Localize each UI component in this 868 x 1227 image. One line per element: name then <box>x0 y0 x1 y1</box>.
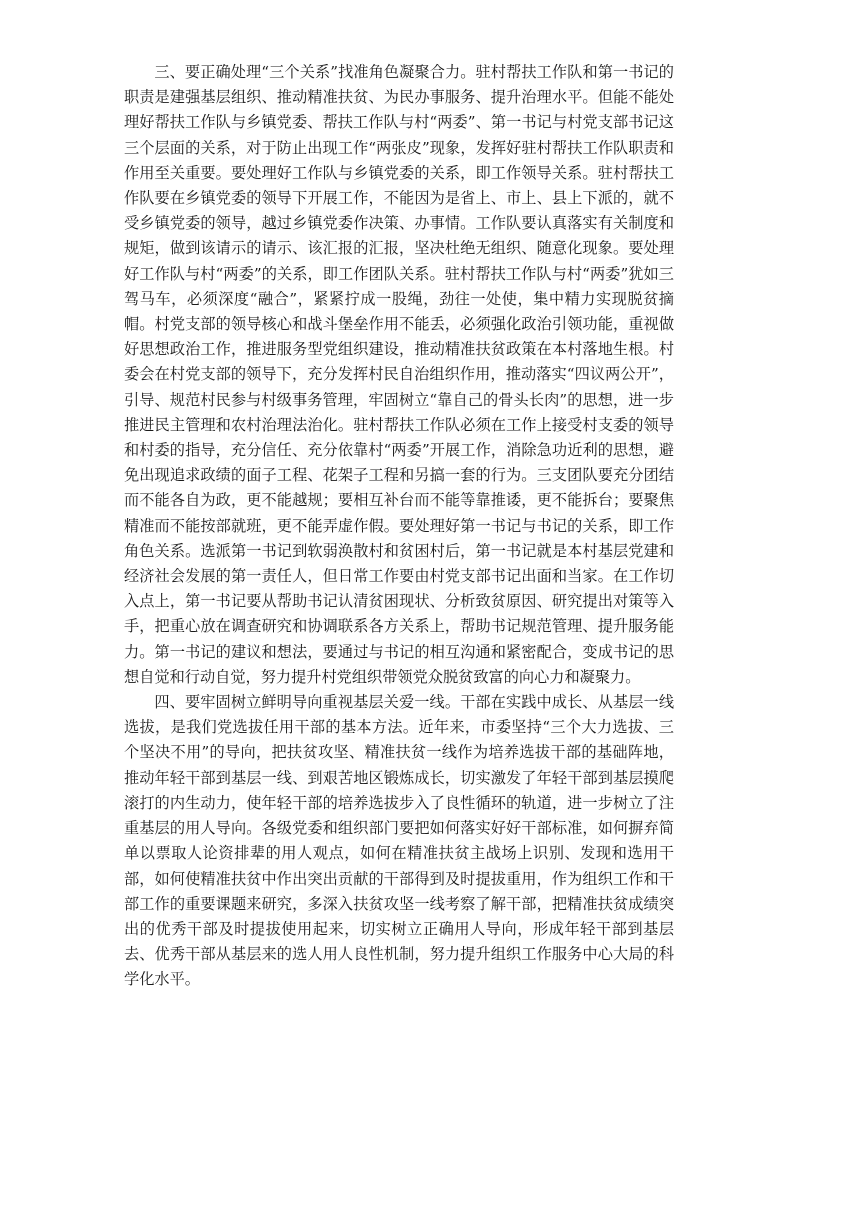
document-body <box>124 60 674 993</box>
paragraph-three-relationships: 三、要正确处理“三个关系”找准角色凝聚合力。驻村帮扶工作队和第一书记的职责是建强基层组织、推动精准扶贫、为民办事服务、提升治理水平。但能不能处理好帮扶工作队与乡镇党委、帮扶工作队与村“两委”、第一书记与村党支部书记这三个层面的关系，对于防止出现工作“两张皮”现象，发挥好驻村帮扶工作队职责和作用至关重要。要处理好工作队与乡镇党委的关系，即工作领导关系。驻村帮扶工作队要在乡镇党委的领导下开展工作，不能因为是省上、市上、县上下派的，就不受乡镇党委的领导，越过乡镇党委作决策、办事情。工作队要认真落实有关制度和规矩，做到该请示的请示、该汇报的汇报，坚决杜绝无组织、随意化现象。要处理好工作队与村“两委”的关系，即工作团队关系。驻村帮扶工作队与村“两委”犹如三驾马车，必须深度“融合”，紧紧拧成一股绳，劲往一处使，集中精力实现脱贫摘帽。村党支部的领导核心和战斗堡垒作用不能丢，必须强化政治引领功能，重视做好思想政治工作，推进服务型党组织建设，推动精准扶贫政策在本村落地生根。村委会在村党支部的领导下，充分发挥村民自治组织作用，推动落实“四议两公开”，引导、规范村民参与村级事务管理，牢固树立“靠自己的骨头长肉”的思想，进一步推进民主管理和农村治理法治化。驻村帮扶工作队必须在工作上接受村支委的领导和村委的指导，充分信任、充分依靠村“两委”开展工作，消除急功近利的思想，避免出现追求政绩的面子工程、花架子工程和另搞一套的行为。三支团队要充分团结而不能各自为政，更不能越规；要相互补台而不能等靠推诿，更不能拆台；要聚焦精准而不能按部就班，更不能弄虚作假。要处理好第一书记与书记的关系，即工作角色关系。选派第一书记到软弱涣散村和贫困村后，第一书记就是本村基层党建和经济社会发展的第一责任人，但日常工作要由村党支部书记出面和当家。在工作切入点上，第一书记要从帮助书记认清贫困现状、分析致贫原因、研究提出对策等入手，把重心放在调查研究和协调联系各方关系上，帮助书记规范管理、提升服务能力。第一书记的建议和想法，要通过与书记的相互沟通和紧密配合，变成书记的思想自觉和行动自觉，努力提升村党组织带领党众脱贫致富的向心力和凝聚力。 <box>124 63 674 686</box>
paragraph-grassroots-orientation: 四、要牢固树立鲜明导向重视基层关爱一线。干部在实践中成长、从基层一线选拔，是我们党选拔任用干部的基本方法。近年来，市委坚持“三个大力选拔、三个坚决不用”的导向，把扶贫攻坚、精准扶贫一线作为培养选拔干部的基础阵地，推动年轻干部到基层一线、到艰苦地区锻炼成长，切实激发了年轻干部到基层摸爬滚打的内生动力，使年轻干部的培养选拔步入了良性循环的轨道，进一步树立了注重基层的用人导向。各级党委和组织部门要把如何落实好好干部标准，如何摒弃简单以票取人论资排辈的用人观点，如何在精准扶贫主战场上识别、发现和选用干部，如何使精准扶贫中作出突出贡献的干部得到及时提拔重用，作为组织工作和干部工作的重要课题来研究，多深入扶贫攻坚一线考察了解干部，把精准扶贫成绩突出的优秀干部及时提拔使用起来，切实树立正确用人导向，形成年轻干部到基层去、优秀干部从基层来的选人用人良性机制，努力提升组织工作服务中心大局的科学化水平。 <box>124 693 674 989</box>
